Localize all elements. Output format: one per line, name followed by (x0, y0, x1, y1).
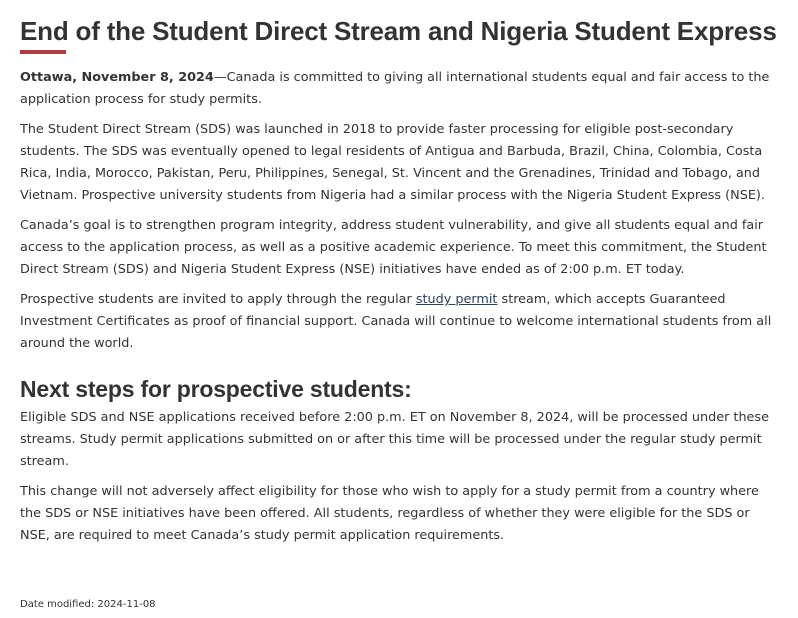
paragraph-eligibility: This change will not adversely affect eligibility for those who wish to apply for a study permit from a country where the SDS or NSE initiatives have been offered. All students, regardless of whether they were eligible for the SDS or NSE, are required to meet Canada’s study permit application requirements. (20, 484, 759, 543)
title-underline (20, 50, 66, 54)
paragraph-processing: Eligible SDS and NSE applications received before 2:00 p.m. ET on November 8, 2024, will be processed under these streams. Study permit applications submitted on or after this time will be processed under the regular study permit stream. (20, 410, 769, 469)
intro-text: —Canada is committed to giving all international students equal and fair access to the application process for study permits. (20, 70, 770, 107)
intro-paragraph (20, 67, 782, 111)
paragraph-goal: Canada’s goal is to strengthen program integrity, address student vulnerability, and give all students equal and fair access to the application process, as well as a positive academic experience. To meet this commitment, the Student Direct Stream (SDS) and Nigeria Student Express (NSE) initiatives have ended as of 2:00 p.m. ET today. (20, 218, 767, 277)
link-paragraph-after: stream, which accepts Guaranteed Investment Certificates as proof of financial support. Canada will continue to welcome international students from all around the world. (20, 292, 772, 351)
date-modified-label: Date modified: (20, 599, 95, 610)
date-modified-value: 2024-11-08 (97, 599, 156, 610)
link-paragraph-before: Prospective students are invited to apply through the regular (20, 292, 416, 307)
paragraph-study-permit (20, 289, 782, 355)
date-modified (20, 598, 156, 612)
study-permit-link[interactable]: study permit (415, 292, 498, 307)
dateline: Ottawa, November 8, 2024 (20, 70, 214, 85)
next-steps-heading: Next steps for prospective students: (20, 376, 412, 402)
paragraph-sds-history: The Student Direct Stream (SDS) was launched in 2018 to provide faster processing for eligible post-secondary students. The SDS was eventually opened to legal residents of Antigua and Barbuda, Brazil, China, Colombia, Costa Rica, India, Morocco, Pakistan, Peru, Philippines, Senegal, St. Vincent and the Grenadines, Trinidad and Tobago, and Vietnam. Prospective university students from Nigeria had a similar process with the Nigeria Student Express (NSE). (20, 122, 765, 203)
page-title: End of the Student Direct Stream and Nigeria Student Express (20, 16, 777, 46)
news-release (20, 14, 782, 555)
